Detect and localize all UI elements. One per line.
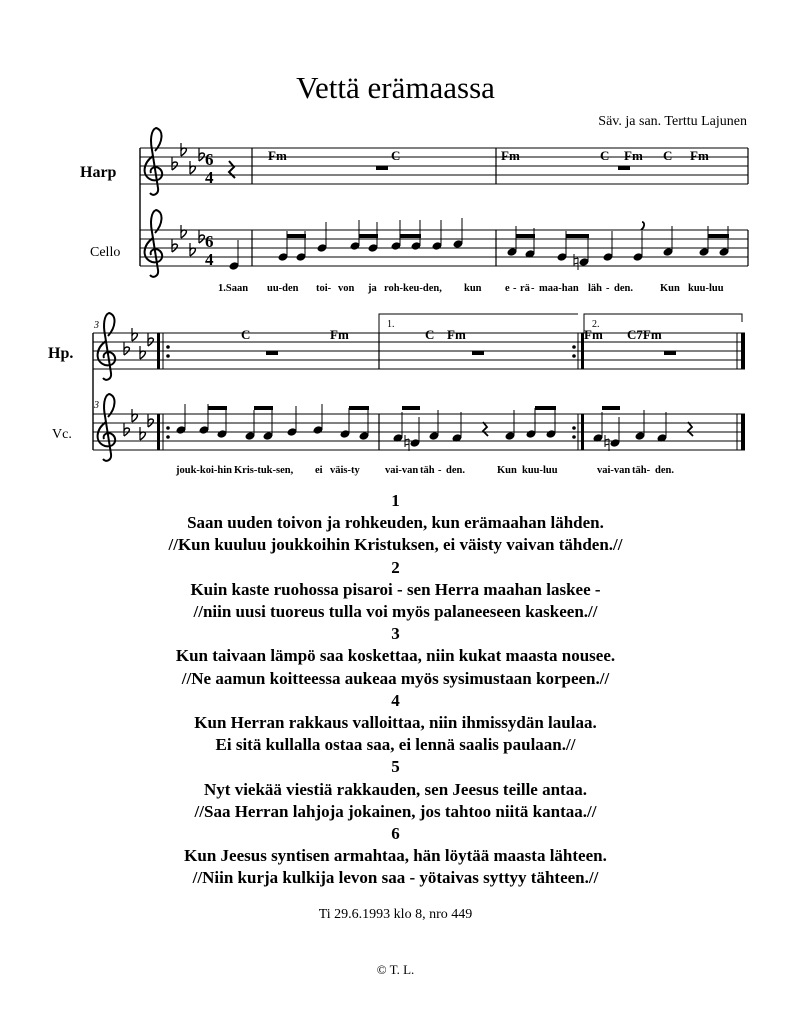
system-2	[48, 313, 745, 476]
verse-line: //Saa Herran lahjoja jokainen, jos tahtoo niitä kantaa.//	[194, 801, 597, 821]
lyric-syllable: rä	[520, 283, 530, 294]
lyric-syllable: den.	[655, 465, 674, 476]
lyric-syllable: ei	[315, 465, 323, 476]
chord-symbol: Fm	[330, 327, 349, 342]
staff-harp-1	[140, 148, 748, 184]
chord-symbol: C7Fm	[627, 327, 662, 342]
verse-line: Kuin kaste ruohossa pisaroi - sen Herra maahan laskee -	[190, 579, 601, 599]
lyric-syllable: kun	[464, 283, 482, 294]
verse-number: 2	[391, 557, 400, 577]
lyric-syllable: läh	[588, 283, 603, 294]
instrument-label-harp: Harp	[80, 164, 117, 181]
verse-line: Ei sitä kullalla ostaa saa, ei lennä saalis paulaan.//	[215, 735, 576, 755]
lyric-syllable: Kun	[497, 465, 517, 476]
cello-notes-row-1	[229, 218, 730, 271]
lyric-syllable: ja	[368, 283, 377, 294]
lyric-syllable: 1.Saan	[218, 283, 249, 294]
whole-rest-icon	[266, 351, 278, 355]
time-sig-top: 6	[205, 232, 214, 251]
lyric-syllable: vai-van	[597, 465, 631, 476]
time-sig-bottom: 4	[205, 250, 214, 269]
lyric-syllable: täh-	[632, 465, 651, 476]
staff-cello-1	[140, 230, 748, 266]
verse-number: 4	[391, 690, 400, 710]
lyric-syllable: maa-han	[539, 283, 579, 294]
lyric-syllable: -	[438, 465, 442, 476]
lyrics-row-1	[218, 283, 724, 294]
chord-symbol: Fm	[690, 148, 709, 163]
measure-number: 3	[94, 400, 99, 411]
chord-symbol: Fm	[268, 148, 287, 163]
composition-date: Ti 29.6.1993 klo 8, nro 449	[318, 907, 473, 922]
treble-clef-icon	[98, 313, 116, 380]
lyric-syllable: väis-ty	[330, 465, 360, 476]
verse-number: 6	[391, 824, 400, 844]
verse-line: //Ne aamun koitteessa aukeaa myös sysimustaan korpeen.//	[181, 668, 610, 688]
treble-clef-icon	[145, 128, 163, 195]
whole-rest-icon	[472, 351, 484, 355]
chords-row-2	[241, 327, 662, 342]
lyric-syllable: uu-den	[267, 283, 299, 294]
copyright: © T. L.	[376, 962, 415, 977]
system-1	[80, 128, 748, 294]
treble-clef-icon	[145, 210, 163, 277]
chord-symbol: Fm	[447, 327, 466, 342]
time-sig-top: 6	[205, 150, 214, 169]
composer-credit: Säv. ja san. Terttu Lajunen	[598, 114, 747, 129]
volta-second-label: 2.	[592, 319, 600, 330]
verse-line: Kun Jeesus syntisen armahtaa, hän löytää maasta lähteen.	[184, 846, 607, 866]
verse-line: Saan uuden toivon ja rohkeuden, kun erämaahan lähden.	[187, 513, 604, 533]
verse-number: 1	[391, 491, 400, 510]
chord-symbol: C	[241, 327, 251, 342]
chords-row-1	[268, 148, 709, 163]
lyric-syllable: -	[606, 283, 610, 294]
lyric-syllable: kuu-luu	[522, 465, 558, 476]
chord-symbol: Fm	[501, 148, 520, 163]
treble-clef-icon	[98, 394, 116, 461]
cello-notes-row-2	[176, 404, 693, 451]
song-title: Vettä erämaassa	[296, 70, 495, 105]
verse-line: Kun Herran rakkaus valloittaa, niin ihmissydän laulaa.	[194, 713, 597, 733]
instrument-label-cello-short: Vc.	[52, 427, 72, 442]
lyric-syllable: den.	[446, 465, 465, 476]
chord-symbol: Fm	[624, 148, 643, 163]
lyric-syllable: e	[505, 283, 510, 294]
chord-symbol: C	[600, 148, 610, 163]
chord-symbol: C	[391, 148, 401, 163]
chord-symbol: C	[425, 327, 435, 342]
volta-first-label: 1.	[387, 319, 395, 330]
lyric-syllable: -	[531, 283, 535, 294]
lyric-syllable: täh	[420, 465, 435, 476]
whole-rest-icon	[664, 351, 676, 355]
lyric-syllable: roh-keu-den,	[384, 283, 442, 294]
lyric-syllable: Kun	[660, 283, 680, 294]
verse-number: 5	[391, 757, 400, 777]
music-score	[0, 0, 791, 480]
instrument-label-cello: Cello	[90, 245, 121, 260]
lyric-syllable: Kris-tuk-sen,	[234, 465, 294, 476]
verse-line: Kun taivaan lämpö saa koskettaa, niin kukat maasta nousee.	[175, 646, 616, 666]
lyric-syllable: -	[513, 283, 517, 294]
chord-symbol: Fm	[584, 327, 603, 342]
instrument-label-harp-short: Hp.	[48, 345, 74, 362]
time-sig-bottom: 4	[205, 168, 214, 187]
chord-symbol: C	[663, 148, 673, 163]
verses-block	[0, 490, 791, 890]
lyric-syllable: vai-van	[385, 465, 419, 476]
lyric-syllable: kuu-luu	[688, 283, 724, 294]
verse-line: //niin uusi tuoreus tulla voi myös palaneeseen kaskeen.//	[193, 602, 598, 622]
whole-rest-icon	[376, 166, 388, 170]
verse-line: //Kun kuuluu joukkoihin Kristuksen, ei väisty vaivan tähden.//	[168, 535, 623, 555]
lyric-syllable: toi-	[316, 283, 332, 294]
verse-line: //Niin kurja kulkija levon saa - yötaivas syttyy tähteen.//	[192, 868, 599, 888]
lyrics-row-2	[175, 465, 674, 476]
lyric-syllable: jouk-koi-hin	[176, 465, 233, 476]
lyric-syllable: den.	[614, 283, 633, 294]
measure-number: 3	[94, 320, 99, 331]
whole-rest-icon	[618, 166, 630, 170]
lyric-syllable: von	[338, 283, 355, 294]
verse-line: Nyt viekää viestiä rakkauden, sen Jeesus teille antaa.	[204, 779, 587, 799]
verse-number: 3	[391, 624, 400, 644]
